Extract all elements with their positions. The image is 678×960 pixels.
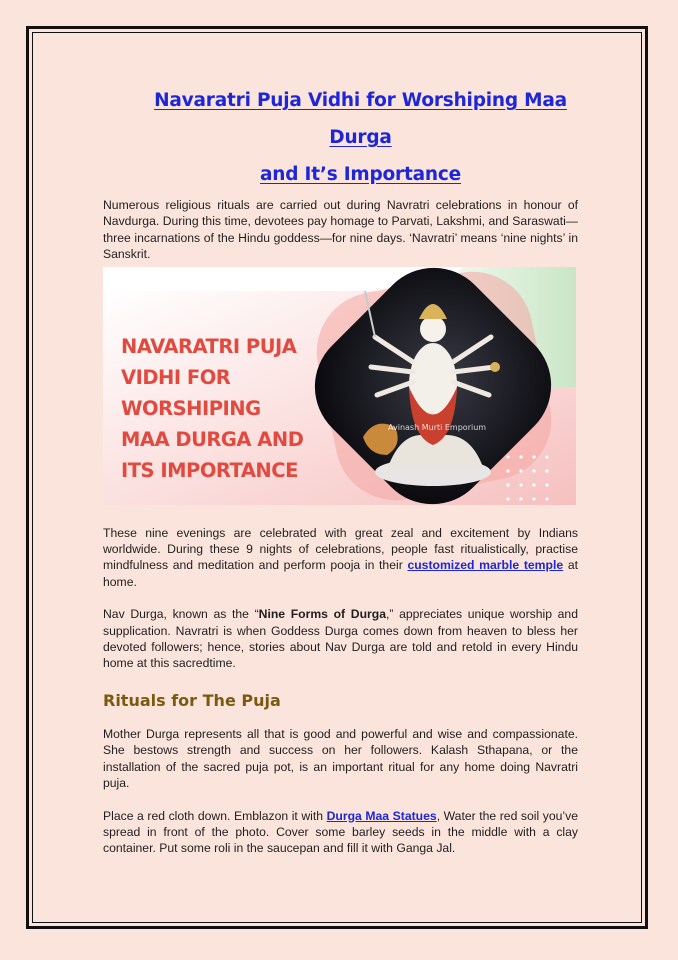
paragraph-nav-durga-text: Nav Durga, known as the “ bbox=[103, 607, 259, 622]
paragraph-celebrations-tail: at home. bbox=[103, 558, 578, 589]
paragraph-celebrations-text: These nine evenings are celebrated with great zeal and excitement by Indians worldwide. During these 9 nights of celebrations, people fast ritualistically, practise mindfulness and meditation and perform pooja in their bbox=[103, 525, 578, 573]
banner-heading bbox=[121, 331, 331, 486]
banner-line-3: WORSHIPING bbox=[121, 396, 261, 420]
paragraph-celebrations bbox=[103, 525, 578, 591]
banner-line-5: ITS IMPORTANCE bbox=[121, 458, 298, 482]
article-title bbox=[103, 82, 578, 193]
paragraph-nav-durga bbox=[103, 606, 578, 672]
paragraph-nav-durga-tail: ,” appreciates unique worship and supplication. Navratri is when Goddess Durga comes down from heaven to bless her devoted followers; hence, stories about Nav Durga are told and retold in every Hindu home at this sacredtime. bbox=[103, 607, 578, 671]
paragraph-puja-steps-tail: , Water the red soil you’ve spread in front of the photo. Cover some barley seeds in the middle with a clay container. Put some roli in the saucepan and fill it with Ganga Jal. bbox=[103, 808, 579, 856]
article-banner-image bbox=[103, 267, 576, 505]
durga-maa-statues-link[interactable]: Durga Maa Statues bbox=[326, 808, 437, 823]
article-content bbox=[103, 82, 578, 857]
intro-paragraph: Numerous religious rituals are carried out during Navratri celebrations in honour of Navdurga. During this time, devotees pay homage to Parvati, Lakshmi, and Saraswati—three incarnations of the Hindu goddess—for nine days. ‘Navratri’ means ‘nine nights’ in Sanskrit. bbox=[103, 198, 578, 262]
banner-line-4: MAA DURGA AND bbox=[121, 427, 304, 451]
title-line-1: Navaratri Puja Vidhi for Worshiping Maa Durga bbox=[154, 90, 567, 148]
title-line-2: and It’s Importance bbox=[260, 164, 461, 185]
customized-marble-temple-link[interactable]: customized marble temple bbox=[407, 558, 564, 573]
nine-forms-of-durga-emphasis: Nine Forms of Durga bbox=[258, 607, 386, 622]
banner-line-1: NAVARATRI PUJA bbox=[121, 334, 297, 358]
banner-watermark: Avinash Murti Emporium bbox=[388, 422, 487, 432]
paragraph-puja-steps bbox=[103, 808, 578, 857]
paragraph-mother-durga: Mother Durga represents all that is good and powerful and wise and compassionate. She bestows strength and success on her followers. Kalash Sthapana, or the installation of the sacred puja pot, is an important ritual for any home doing Navratri puja. bbox=[103, 726, 578, 791]
paragraph-puja-steps-text: Place a red cloth down. Emblazon it with bbox=[103, 808, 327, 823]
section-heading-rituals: Rituals for The Puja bbox=[103, 690, 281, 710]
banner-line-2: VIDHI FOR bbox=[121, 365, 231, 389]
